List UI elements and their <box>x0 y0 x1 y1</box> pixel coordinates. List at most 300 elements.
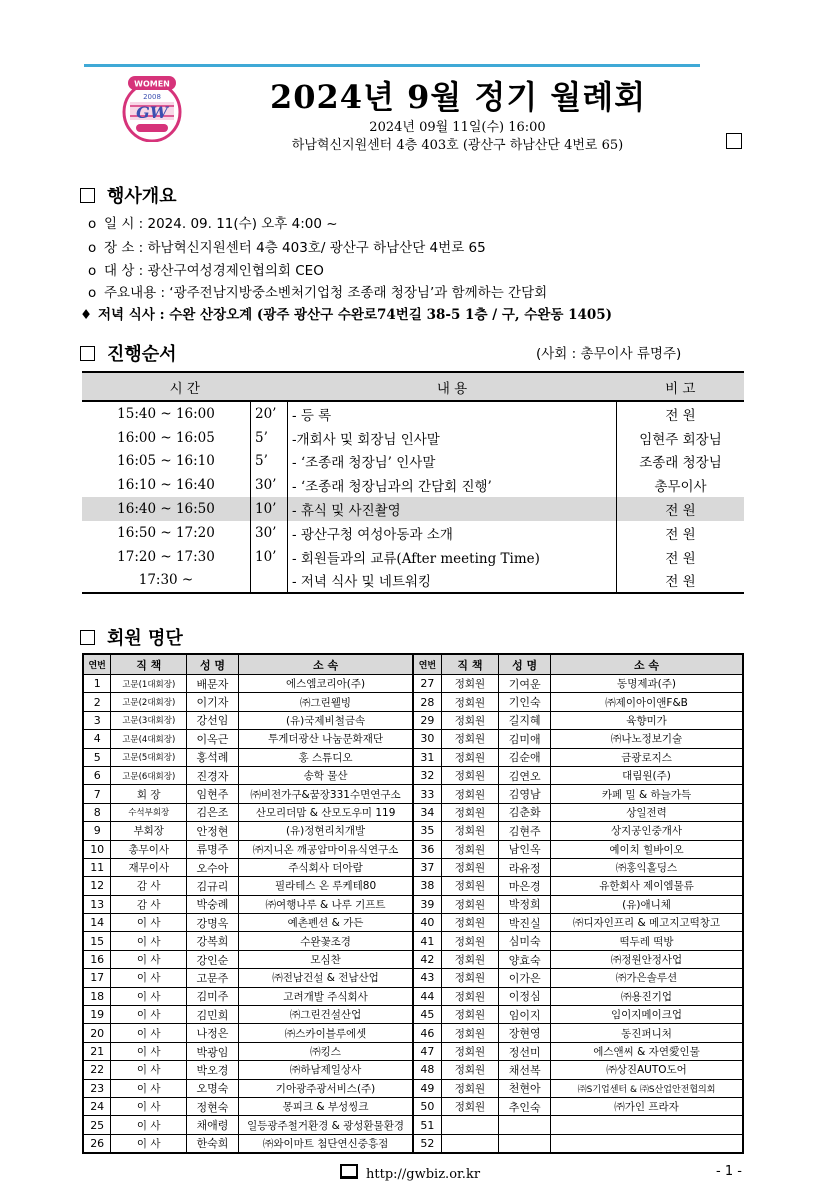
bullet-icon: o <box>88 285 97 301</box>
number-cell: 35 <box>413 822 441 840</box>
organization-cell: 투게더광산 나눔문화재단 <box>238 730 413 748</box>
position-cell: 정회원 <box>441 1097 499 1115</box>
organization-cell: 필라테스 온 루케테80 <box>238 877 413 895</box>
name-cell: 이기자 <box>187 693 239 711</box>
organization-cell: ㈜그린웰빙 <box>238 693 413 711</box>
overview-line <box>88 236 486 256</box>
position-cell: 정회원 <box>441 711 499 729</box>
time-cell: 16:40 ~ 16:50 <box>82 497 251 521</box>
table-row <box>83 840 743 858</box>
table-row <box>83 822 743 840</box>
overview-heading <box>80 182 177 208</box>
column-header: 소 속 <box>551 654 743 675</box>
organization-cell: (유)애니체 <box>551 895 743 913</box>
name-cell: 김영남 <box>499 785 551 803</box>
table-header-row <box>83 654 743 675</box>
duration-cell: 10’ <box>251 497 288 521</box>
footer-url-text[interactable]: http://gwbiz.or.kr <box>366 1167 481 1182</box>
position-cell: 정회원 <box>441 1006 499 1024</box>
diamond-icon: ♦ <box>80 307 93 323</box>
position-cell: 고문(4대회장) <box>111 730 187 748</box>
table-row <box>82 545 744 569</box>
name-cell: 오명숙 <box>187 1079 239 1097</box>
table-row <box>82 450 744 474</box>
position-cell: 감 사 <box>111 877 187 895</box>
number-cell: 45 <box>413 1006 441 1024</box>
position-cell: 정회원 <box>441 730 499 748</box>
name-cell: 홍석례 <box>187 748 239 766</box>
table-header-row <box>82 372 744 401</box>
name-cell: 남인옥 <box>499 840 551 858</box>
schedule-heading-text: 진행순서 <box>107 344 177 365</box>
position-cell: 정회원 <box>441 693 499 711</box>
column-header: 연번 <box>83 654 111 675</box>
position-cell <box>441 1134 499 1153</box>
logo-mark: GW <box>136 103 168 122</box>
organization-cell: ㈜비전가구&꿈장331수면연구소 <box>238 785 413 803</box>
number-cell: 11 <box>83 858 111 876</box>
number-cell: 18 <box>83 987 111 1005</box>
number-cell: 27 <box>413 675 441 693</box>
organization-cell: ㈜정원안정사업 <box>551 950 743 968</box>
name-cell: 기여운 <box>499 675 551 693</box>
organization-cell: 주식회사 더아람 <box>238 858 413 876</box>
table-row <box>83 932 743 950</box>
number-cell: 46 <box>413 1024 441 1042</box>
number-cell: 42 <box>413 950 441 968</box>
organization-cell: ㈜용진기업 <box>551 987 743 1005</box>
position-cell <box>441 1116 499 1134</box>
computer-icon <box>340 1164 358 1179</box>
note-cell: 총무이사 <box>654 479 707 496</box>
position-cell: 정회원 <box>441 785 499 803</box>
column-header: 비 고 <box>617 372 745 401</box>
name-cell: 배문자 <box>187 675 239 693</box>
table-row <box>82 497 744 521</box>
table-row <box>83 969 743 987</box>
table-row <box>83 711 743 729</box>
note-cell: 전 원 <box>617 497 745 521</box>
table-row <box>83 1097 743 1115</box>
number-cell: 24 <box>83 1097 111 1115</box>
organization-cell: 상일전력 <box>551 803 743 821</box>
position-cell: 정회원 <box>441 675 499 693</box>
table-row <box>83 1024 743 1042</box>
name-cell: 류명주 <box>187 840 239 858</box>
table-row <box>82 401 744 426</box>
number-cell: 32 <box>413 766 441 784</box>
note-cell: 전 원 <box>665 550 696 567</box>
time-cell: 16:05 ~ 16:10 <box>82 450 251 474</box>
organization-cell: ㈜여행나루 & 나루 기프트 <box>238 895 413 913</box>
dinner-line <box>80 303 612 323</box>
organization-cell: 홍 스튜디오 <box>238 748 413 766</box>
name-cell <box>499 1134 551 1153</box>
time-cell: 17:30 ~ <box>82 569 251 594</box>
column-header: 소 속 <box>238 654 413 675</box>
organization-cell: 송학 물산 <box>238 766 413 784</box>
number-cell: 21 <box>83 1042 111 1060</box>
description-cell: - 휴식 및 사진촬영 <box>288 497 617 521</box>
organization-cell: ㈜그린건설산업 <box>238 1006 413 1024</box>
position-cell: 이 사 <box>111 987 187 1005</box>
bullet-icon: o <box>88 216 97 232</box>
organization-cell: 고려개발 주식회사 <box>238 987 413 1005</box>
table-row <box>83 1079 743 1097</box>
name-cell: 채선복 <box>499 1061 551 1079</box>
number-cell: 43 <box>413 969 441 987</box>
name-cell: 김연오 <box>499 766 551 784</box>
name-cell: 라유정 <box>499 858 551 876</box>
number-cell: 50 <box>413 1097 441 1115</box>
organization-cell: 모심찬 <box>238 950 413 968</box>
position-cell: 이 사 <box>111 1079 187 1097</box>
duration-cell: 30’ <box>251 473 288 497</box>
number-cell: 51 <box>413 1116 441 1134</box>
organization-cell: ㈜나노정보기술 <box>551 730 743 748</box>
number-cell: 40 <box>413 914 441 932</box>
header-accent-bar <box>84 64 700 67</box>
organization-cell: ㈜와이마트 첨단연신중흥점 <box>238 1134 413 1153</box>
table-row <box>83 1116 743 1134</box>
number-cell: 38 <box>413 877 441 895</box>
position-cell: 정회원 <box>441 1042 499 1060</box>
name-cell: 마은경 <box>499 877 551 895</box>
position-cell: 이 사 <box>111 1061 187 1079</box>
organization-cell: 수완꽃조경 <box>238 932 413 950</box>
organization-cell: 임이지메이크업 <box>551 1006 743 1024</box>
footer-url <box>340 1164 480 1182</box>
position-cell: 정회원 <box>441 914 499 932</box>
table-row <box>83 785 743 803</box>
number-cell: 34 <box>413 803 441 821</box>
name-cell: 김춘화 <box>499 803 551 821</box>
organization-cell: ㈜제이아이앤F&B <box>551 693 743 711</box>
name-cell: 기인숙 <box>499 693 551 711</box>
organization-cell: 예촌펜션 & 가든 <box>238 914 413 932</box>
organization-cell: ㈜지니온 깨공암마이유식연구소 <box>238 840 413 858</box>
number-cell: 29 <box>413 711 441 729</box>
overview-line-text: 장 소 : 하남혁신지원센터 4층 403호/ 광산구 하남산단 4번로 65 <box>104 240 486 256</box>
position-cell: 정회원 <box>441 987 499 1005</box>
position-cell: 고문(2대회장) <box>111 693 187 711</box>
table-row <box>83 1006 743 1024</box>
description-cell: - 등 록 <box>288 401 617 426</box>
description-cell: -개회사 및 회장님 인사말 <box>288 426 617 450</box>
position-cell: 이 사 <box>111 1097 187 1115</box>
schedule-heading <box>80 340 177 366</box>
organization-cell: 유한회사 제이엠물류 <box>551 877 743 895</box>
organization-cell: 기아광주광서비스(주) <box>238 1079 413 1097</box>
column-header: 직 책 <box>441 654 499 675</box>
number-cell: 15 <box>83 932 111 950</box>
number-cell: 44 <box>413 987 441 1005</box>
number-cell: 5 <box>83 748 111 766</box>
position-cell: 정회원 <box>441 803 499 821</box>
note-cell: 조종래 청장님 <box>639 455 722 472</box>
duration-cell: 20’ <box>251 401 288 426</box>
organization-cell: ㈜디자인프리 & 메고지고떡창고 <box>551 914 743 932</box>
organization-cell: 산모리더맘 & 산모도우미 119 <box>238 803 413 821</box>
organization-cell: 금광로지스 <box>551 748 743 766</box>
number-cell: 3 <box>83 711 111 729</box>
position-cell: 이 사 <box>111 950 187 968</box>
organization-cell: 육향미가 <box>551 711 743 729</box>
number-cell: 19 <box>83 1006 111 1024</box>
table-row <box>82 521 744 545</box>
number-cell: 25 <box>83 1116 111 1134</box>
organization-cell <box>551 1134 743 1153</box>
position-cell: 총무이사 <box>111 840 187 858</box>
name-cell: 박오경 <box>187 1061 239 1079</box>
position-cell: 정회원 <box>441 950 499 968</box>
name-cell: 박숭례 <box>187 895 239 913</box>
position-cell: 이 사 <box>111 914 187 932</box>
table-row <box>83 675 743 693</box>
number-cell: 1 <box>83 675 111 693</box>
name-cell: 천현아 <box>499 1079 551 1097</box>
number-cell: 8 <box>83 803 111 821</box>
name-cell: 채애령 <box>187 1116 239 1134</box>
note-cell: 임현주 회장님 <box>639 431 722 448</box>
name-cell: 김민희 <box>187 1006 239 1024</box>
position-cell: 이 사 <box>111 1134 187 1153</box>
position-cell: 정회원 <box>441 840 499 858</box>
overview-heading-text: 행사개요 <box>107 186 177 207</box>
name-cell: 임현주 <box>187 785 239 803</box>
column-header: 내 용 <box>288 372 617 401</box>
name-cell: 이옥근 <box>187 730 239 748</box>
organization-cell: ㈜S기업센터 & ㈜S산업안전협의회 <box>551 1079 743 1097</box>
name-cell: 정현숙 <box>187 1097 239 1115</box>
position-cell: 정회원 <box>441 822 499 840</box>
number-cell: 49 <box>413 1079 441 1097</box>
name-cell: 이가은 <box>499 969 551 987</box>
organization-cell: ㈜전남건설 & 전남산업 <box>238 969 413 987</box>
number-cell: 14 <box>83 914 111 932</box>
position-cell: 수석부회장 <box>111 803 187 821</box>
organization-cell: ㈜가인 프라자 <box>551 1097 743 1115</box>
name-cell: 진경자 <box>187 766 239 784</box>
overview-line-text: 주요내용 : ‘광주전남지방중소벤처기업청 조종래 청장님’과 함께하는 간담회 <box>104 285 548 301</box>
position-cell: 이 사 <box>111 969 187 987</box>
name-cell: 길지혜 <box>499 711 551 729</box>
page-number: - 1 - <box>716 1164 742 1179</box>
logo-year: 2008 <box>143 93 161 101</box>
number-cell: 37 <box>413 858 441 876</box>
name-cell: 김규리 <box>187 877 239 895</box>
note-cell: 전 원 <box>617 569 745 594</box>
name-cell: 강인순 <box>187 950 239 968</box>
overview-line-text: 일 시 : 2024. 09. 11(수) 오후 4:00 ~ <box>104 216 338 232</box>
table-row <box>82 426 744 450</box>
position-cell: 정회원 <box>441 895 499 913</box>
table-row <box>83 877 743 895</box>
description-cell: - 저녁 식사 및 네트워킹 <box>288 569 617 594</box>
overview-line <box>88 259 324 279</box>
bullet-icon: o <box>88 240 97 256</box>
organization-cell: 카페 밀 & 하늘가득 <box>551 785 743 803</box>
members-heading-text: 회원 명단 <box>107 628 183 649</box>
logo-top-text: WOMEN <box>134 79 170 89</box>
position-cell: 고문(1대회장) <box>111 675 187 693</box>
position-cell: 정회원 <box>441 877 499 895</box>
page-title: 2024년 9월 정기 월례회 <box>270 78 647 116</box>
name-cell: 박정희 <box>499 895 551 913</box>
number-cell: 30 <box>413 730 441 748</box>
position-cell: 이 사 <box>111 1116 187 1134</box>
table-row <box>83 950 743 968</box>
table-row <box>83 693 743 711</box>
position-cell: 부회장 <box>111 822 187 840</box>
number-cell: 48 <box>413 1061 441 1079</box>
table-row <box>83 895 743 913</box>
position-cell: 이 사 <box>111 1042 187 1060</box>
number-cell: 47 <box>413 1042 441 1060</box>
number-cell: 33 <box>413 785 441 803</box>
position-cell: 고문(5대회장) <box>111 748 187 766</box>
number-cell: 4 <box>83 730 111 748</box>
position-cell: 정회원 <box>441 969 499 987</box>
name-cell: 김순애 <box>499 748 551 766</box>
position-cell: 고문(6대회장) <box>111 766 187 784</box>
position-cell: 정회원 <box>441 1079 499 1097</box>
moderator-note: (사회 : 총무이사 류명주) <box>536 346 682 362</box>
name-cell: 오수아 <box>187 858 239 876</box>
square-icon <box>80 188 95 203</box>
name-cell: 장현영 <box>499 1024 551 1042</box>
number-cell: 7 <box>83 785 111 803</box>
number-cell: 36 <box>413 840 441 858</box>
name-cell: 고문주 <box>187 969 239 987</box>
organization-cell: 예이치 힐바이오 <box>551 840 743 858</box>
number-cell: 16 <box>83 950 111 968</box>
organization-cell: ㈜가은솔루션 <box>551 969 743 987</box>
name-cell <box>499 1116 551 1134</box>
organization-cell: 일등광주철거환경 & 광성환물환경 <box>238 1116 413 1134</box>
name-cell: 이정심 <box>499 987 551 1005</box>
square-icon <box>80 346 95 361</box>
position-cell: 정회원 <box>441 858 499 876</box>
overview-line-text: 대 상 : 광산구여성경제인협의회 CEO <box>104 263 324 279</box>
number-cell: 26 <box>83 1134 111 1153</box>
position-cell: 정회원 <box>441 1024 499 1042</box>
position-cell: 정회원 <box>441 748 499 766</box>
name-cell: 김미주 <box>187 987 239 1005</box>
number-cell: 13 <box>83 895 111 913</box>
position-cell: 정회원 <box>441 766 499 784</box>
number-cell: 23 <box>83 1079 111 1097</box>
square-icon <box>80 630 95 645</box>
number-cell: 20 <box>83 1024 111 1042</box>
name-cell: 한숙희 <box>187 1134 239 1153</box>
organization-cell: 몽피크 & 부성씽크 <box>238 1097 413 1115</box>
table-row <box>83 748 743 766</box>
number-cell: 28 <box>413 693 441 711</box>
organization-cell: 에스앤씨 & 자연愛인물 <box>551 1042 743 1060</box>
organization-cell: 동명제과(주) <box>551 675 743 693</box>
overview-line <box>88 212 338 232</box>
organization-cell: 상지공인중개사 <box>551 822 743 840</box>
description-cell: - 회원들과의 교류(After meeting Time) <box>288 545 617 569</box>
table-row <box>83 1134 743 1153</box>
table-row <box>83 766 743 784</box>
time-cell: 15:40 ~ 16:00 <box>82 401 251 426</box>
position-cell: 회 장 <box>111 785 187 803</box>
name-cell: 강선임 <box>187 711 239 729</box>
schedule-table <box>82 371 744 594</box>
column-header: 연번 <box>413 654 441 675</box>
name-cell: 박진실 <box>499 914 551 932</box>
position-cell: 이 사 <box>111 932 187 950</box>
name-cell: 심미숙 <box>499 932 551 950</box>
table-row <box>83 1061 743 1079</box>
organization-cell: 동진퍼니처 <box>551 1024 743 1042</box>
position-cell: 재무이사 <box>111 858 187 876</box>
number-cell: 31 <box>413 748 441 766</box>
organization-cell: (유)정현리치개발 <box>238 822 413 840</box>
name-cell: 안정현 <box>187 822 239 840</box>
name-cell: 강명옥 <box>187 914 239 932</box>
overview-line <box>88 281 547 301</box>
position-cell: 정회원 <box>441 1061 499 1079</box>
name-cell: 김미애 <box>499 730 551 748</box>
organization-cell: ㈜하남제일상사 <box>238 1061 413 1079</box>
description-cell: - ‘조종래 청장님과의 간담회 진행’ <box>288 473 617 497</box>
table-row <box>83 803 743 821</box>
name-cell: 임이지 <box>499 1006 551 1024</box>
number-cell: 9 <box>83 822 111 840</box>
number-cell: 12 <box>83 877 111 895</box>
organization-cell: ㈜홍익홀딩스 <box>551 858 743 876</box>
position-cell: 이 사 <box>111 1024 187 1042</box>
table-row <box>82 473 744 497</box>
organization-cell: 떡두레 떡방 <box>551 932 743 950</box>
organization-cell: ㈜킹스 <box>238 1042 413 1060</box>
name-cell: 박광임 <box>187 1042 239 1060</box>
time-cell: 16:50 ~ 17:20 <box>82 521 251 545</box>
name-cell: 김현주 <box>499 822 551 840</box>
number-cell: 22 <box>83 1061 111 1079</box>
table-row <box>83 1042 743 1060</box>
time-cell: 17:20 ~ 17:30 <box>82 545 251 569</box>
table-row <box>83 730 743 748</box>
name-cell: 김은조 <box>187 803 239 821</box>
number-cell: 17 <box>83 969 111 987</box>
description-cell: - 광산구청 여성아동과 소개 <box>288 521 617 545</box>
event-date: 2024년 09월 11일(수) 16:00 <box>369 120 546 135</box>
number-cell: 39 <box>413 895 441 913</box>
members-heading <box>80 624 183 650</box>
note-cell: 전 원 <box>665 526 696 543</box>
duration-cell: 10’ <box>251 545 288 569</box>
organization-cell: 대림원(주) <box>551 766 743 784</box>
checkbox[interactable] <box>726 133 742 149</box>
table-row <box>83 914 743 932</box>
table-row <box>83 987 743 1005</box>
note-cell: 전 원 <box>665 407 696 424</box>
number-cell: 52 <box>413 1134 441 1153</box>
duration-cell: 5’ <box>251 426 288 450</box>
time-cell: 16:00 ~ 16:05 <box>82 426 251 450</box>
table-row <box>83 858 743 876</box>
column-header: 직 책 <box>111 654 187 675</box>
number-cell: 10 <box>83 840 111 858</box>
name-cell: 추인숙 <box>499 1097 551 1115</box>
position-cell: 이 사 <box>111 1006 187 1024</box>
name-cell: 양효숙 <box>499 950 551 968</box>
position-cell: 정회원 <box>441 932 499 950</box>
